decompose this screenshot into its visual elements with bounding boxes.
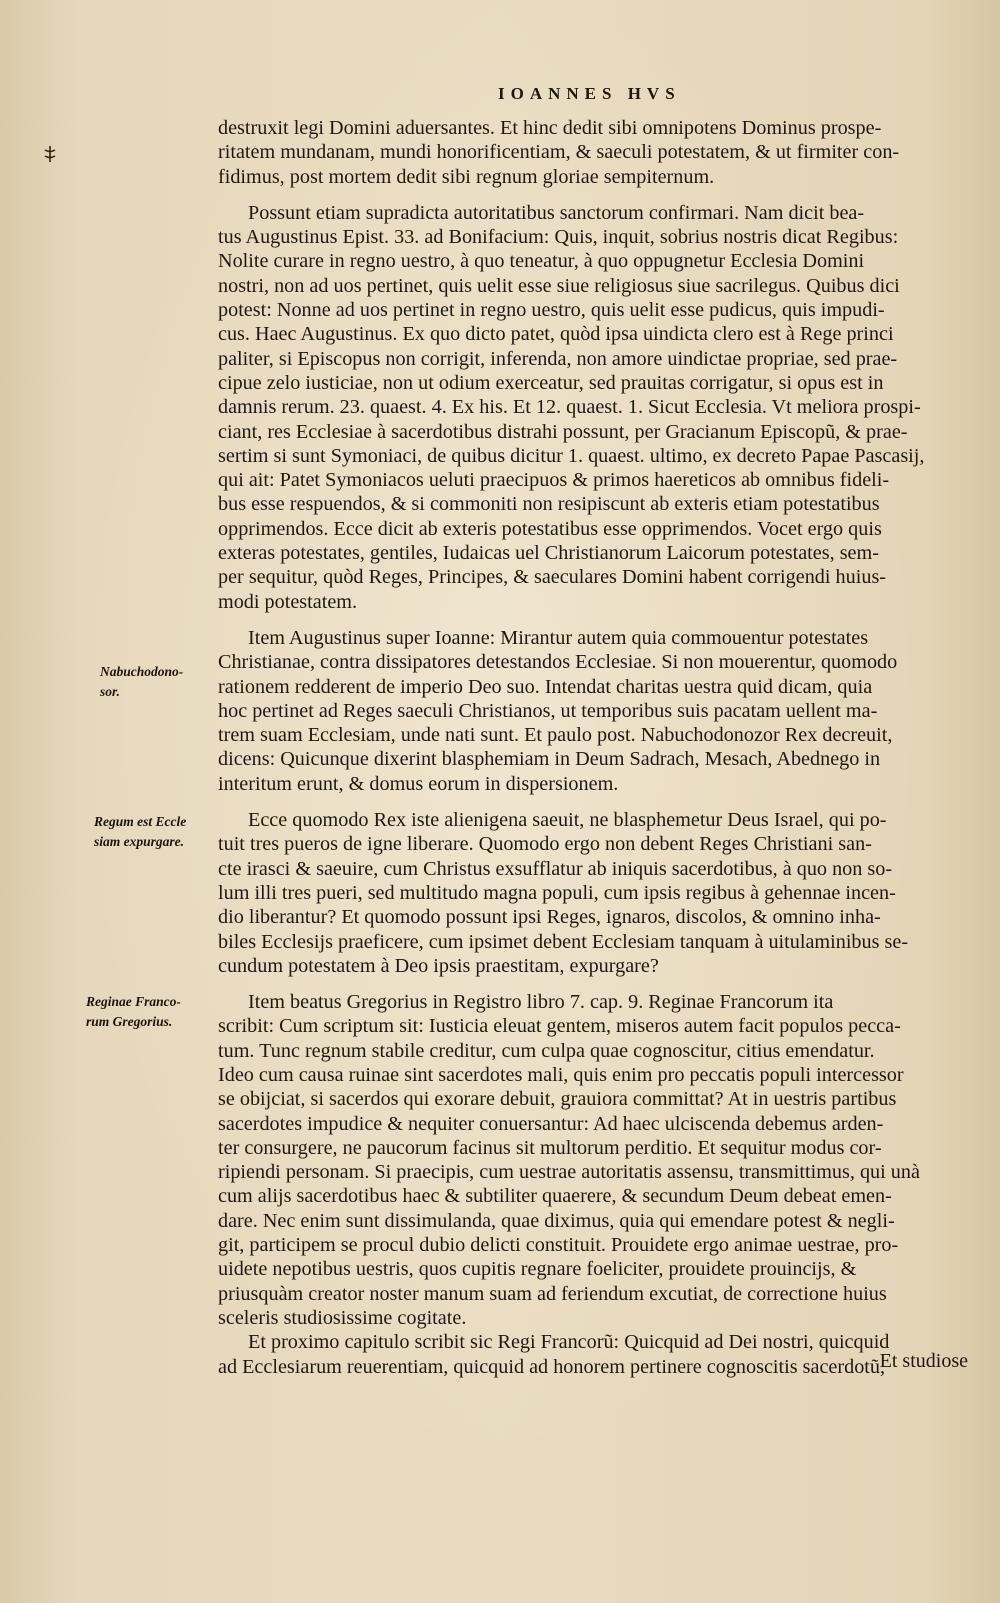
paragraph-ecce-rex: Ecce quomodo Rex iste alienigena saeuit, ne blasphemetur Deus Israel, qui po- tuit tres pueros de igne liberare. Quomodo ergo non debent Reges Christiani san- cte irasci & saeuire, cum Christus exsufflatur ab iniquis sacerdotibus, à quo non so- lum illi tres pueri, sed multitudo magna populi, cum ipsis regibus à gehennae incen- dio liberantur? Et quomodo possunt ipsi Reges, ignaros, discolos, & omnino inha- biles Ecclesijs praeficere, cum ipsimet debent Ecclesiam tanquam à uitulaminibus se- cundum potestatem à Deo ipsis praestitam, expurgare? [218,809,909,977]
running-header-text: IOANNES HVS [498,84,681,103]
main-text [218,116,974,1379]
paragraph-augustinus-ioanne: Item Augustinus super Ioanne: Mirantur autem quia commouentur potestates Christianae, contra dissipatores detestandos Ecclesiae. Si non mouerentur, quomodo rationem redderent de imperio Deo suo. Intendat charitas uestra quid dicam, quia hoc pertinet ad Reges saeculi Christianos, ut temporibus suis pacatam uellent ma- trem suam Ecclesiam, unde nati sunt. Et paulo post. Nabuchodonozor Rex decreuit, dicens: Quicunque dixerint blasphemiam in Deum Sadrach, Mesach, Abednego in interitum erunt, & domus eorum in dispersionem. [218,626,898,795]
margin-note-nabuchodonosor: Nabuchodono- sor. [100,664,184,699]
paragraph-continuation: destruxit legi Domini aduersantes. Et hinc dedit sibi omnipotens Dominus prospe- ritatem mundanam, mundi honorificentiam, & saeculi potestatem, & ut firmiter con- fidimus, post mortem dedit sibi regnum gloriae sempiternum. [218,117,900,188]
printers-mark-icon [44,146,56,162]
margin-note-reginae-francorum: Reginae Franco- rum Gregorius. [86,994,181,1029]
paragraph-augustinus-epistle: Possunt etiam supradicta autoritatibus sanctorum confirmari. Nam dicit bea- tus Augustinus Epist. 33. ad Bonifacium: Quis, inquit, sobrius nostris dicat Regibus: Nolite curare in regno uestro, à quo teneatur, à quo oppugnetur Ecclesia Domini nostri, non ad uos pertinet, quis uelit esse siue religiosus siue sacrilegus. Quibus dici potest: Nonne ad uos pertinet in regno uestro, quis uelit esse pudicus, quis impudi- cus. Haec Augustinus. Ex quo dicto patet, quòd ipsa uindicta clero est à Rege princi paliter, si Episcopus non corrigit, inferenda, non amore uindictae propriae, sed prae- cipue zelo iusticiae, non ut odium exerceatur, sed prauitas corrigatur, si opus est in damnis rerum. 23. quaest. 4. Ex his. Et 12. quaest. 1. Sicut Ecclesia. Vt meliora prospi- ciant, res Ecclesiae à sacerdotibus distrahi possunt, per Gracianum Episcopũ, & prae- sertim si sunt Symoniaci, de quibus dicitur 1. quaest. ultimo, ex decreto Papae Pascasij, qui ait: Patet Symoniacos ueluti praecipuos & primos haereticos ab omnibus fideli- bus esse respuendos, & si commoniti non resipiscunt ab exteris etiam potestatibus opprimendos. Ecce dicit ab exteris potestatibus esse opprimendos. Vocet ergo quis exteras potestates, gentiles, Iudaicas uel Christianorum Laicorum potestates, sem- per sequitur, quòd Reges, Principes, & saeculares Domini habent corrigendi huius- modi potestatem. [218,201,925,613]
paragraph-gregorius: Item beatus Gregorius in Registro libro 7. cap. 9. Reginae Francorum ita scribit: Cum scriptum sit: Iusticia eleuat gentem, miseros autem facit populos pecca- tum. Tunc regnum stabile creditur, cum culpa quae cognoscitur, citius emendatur. Ideo cum causa ruinae sint sacerdotes mali, quis enim pro peccatis populi intercessor se obijciat, si sacerdos qui exorare debuit, grauiora committat? At in uestris partibus sacerdotes impudice & nequiter conuersantur: Ad haec ulciscenda debemus arden- ter consurgere, ne paucorum facinus sit multorum perditio. Et sequitur modus cor- ripiendi personam. Si praecipis, cum uestrae autoritatis assensu, transmittimus, qui unà cum alijs sacerdotibus haec & subtiliter quaerere, & secundum Deum debeat emen- dare. Nec enim sunt dissimulanda, quae diximus, quia qui emendare potest & negli- git, participem se procul dubio delicti constituit. Prouidete ergo animae uestrae, pro- uidete nepotibus uestris, quos cupitis regnare foeliciter, prouidete prouincijs, & priusquàm creator noster manum suam ad feriendum excutiat, de correctione huius sceleris studiosissime cogitate. [218,991,920,1329]
paragraph-proximo-capitulo: Et proximo capitulo scribit sic Regi Francorũ: Quicquid ad Dei nostri, quicquid ad Ecclesiarum reuerentiam, quicquid ad honorem pertinere cognoscitis sacerdotũ, [218,1331,890,1378]
margin-note-regum-expurgare: Regum est Eccle siam expurgare. [94,814,187,849]
catchword: Et studiose [879,1350,968,1372]
